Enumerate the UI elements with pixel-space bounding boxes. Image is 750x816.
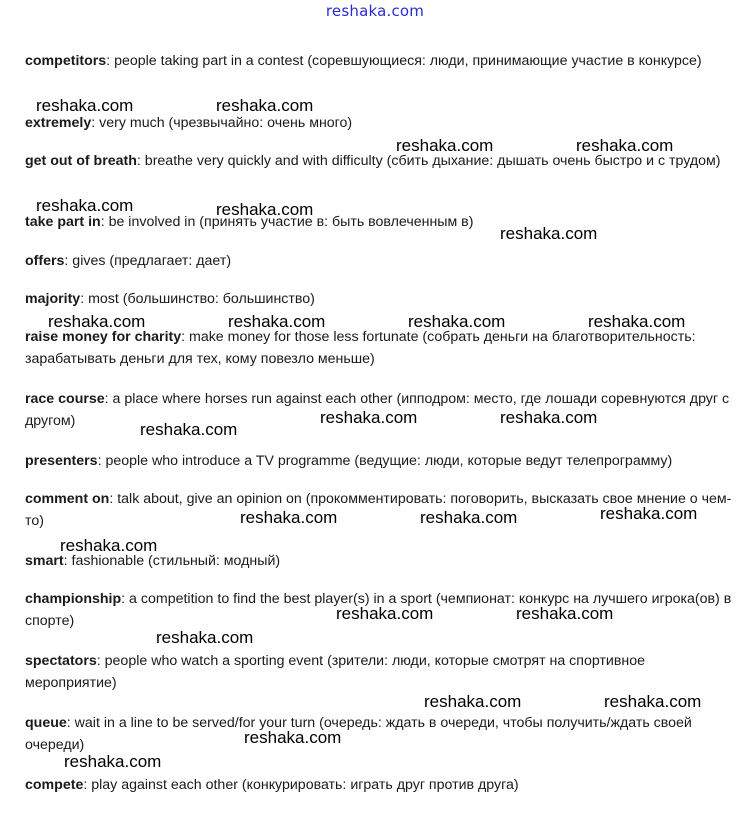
watermark-text: reshaka.com [604, 692, 702, 711]
entry-definition: : most (большинство: большинство) [80, 291, 315, 307]
entry-term: competitors [25, 53, 107, 69]
entry-definition: : gives (предлагает: дает) [64, 253, 232, 269]
entry-definition: : fashionable (стильный: модный) [63, 553, 281, 569]
watermark-text: reshaka.com [216, 96, 314, 115]
entry-definition: : be involved in (принять участие в: быть вовлеченным в) [100, 214, 474, 230]
entry-term: take part in [25, 214, 101, 230]
entry-definition: : play against each other (конкурировать: играть друг против друга) [83, 777, 519, 793]
watermark-text: reshaka.com [320, 408, 418, 427]
entry-term: get out of breath [25, 153, 137, 169]
watermark-text: reshaka.com [600, 504, 698, 523]
watermark-text: reshaka.com [216, 200, 314, 219]
entry-term: spectators [25, 653, 97, 669]
watermark-text: reshaka.com [140, 420, 238, 439]
entry-term: majority [25, 291, 81, 307]
entry-term: raise money for charity [25, 329, 182, 345]
glossary-entry [25, 288, 735, 310]
watermark-text: reshaka.com [576, 136, 674, 155]
glossary-entry [25, 774, 735, 796]
entry-term: smart [25, 553, 64, 569]
entry-definition: : people who introduce a TV programme (ведущие: люди, которые ведут телепрограмму) [97, 453, 673, 469]
entry-definition: : people taking part in a contest (соревшующиеся: люди, принимающие участие в конкурсе) [106, 53, 702, 69]
entry-term: presenters [25, 453, 98, 469]
glossary-entry [25, 50, 735, 72]
entry-definition: : breathe very quickly and with difficulty (сбить дыхание: дышать очень быстро и с трудом) [136, 153, 721, 169]
watermark-text: reshaka.com [64, 752, 162, 771]
entry-definition: : very much (чрезвычайно: очень много) [91, 115, 353, 131]
entry-term: extremely [25, 115, 92, 131]
entry-definition: : talk about, give an opinion on (прокомментировать: поговорить, высказать свое мнение о чем-то) [25, 491, 732, 529]
watermark-text: reshaka.com [36, 196, 134, 215]
watermark-text: reshaka.com [588, 312, 686, 331]
glossary-entry [25, 650, 735, 694]
watermark-text: reshaka.com [500, 408, 598, 427]
entry-definition: : make money for those less fortunate (собрать деньги на благотворительность: зарабатывать деньги для тех, кому повезло меньше) [25, 329, 696, 367]
watermark-text: reshaka.com [244, 728, 342, 747]
watermark-text: reshaka.com [420, 508, 518, 527]
glossary-entry [25, 450, 735, 472]
watermark-text: reshaka.com [36, 96, 134, 115]
watermark-text: reshaka.com [396, 136, 494, 155]
glossary-entry [25, 712, 735, 756]
entry-definition: : a competition to find the best player(s) in a sport (чемпионат: конкурс на лучшего игрока(ов) в спорте) [25, 591, 732, 629]
site-header[interactable]: reshaka.com [325, 2, 425, 20]
watermark-text: reshaka.com [516, 604, 614, 623]
entry-term: championship [25, 591, 122, 607]
watermark-text: reshaka.com [60, 536, 158, 555]
watermark-text: reshaka.com [500, 224, 598, 243]
watermark-text: reshaka.com [156, 628, 254, 647]
entry-definition: : a place where horses run against each other (ипподром: место, где лошади соревнуются друг с другом) [25, 391, 730, 429]
watermark-text: reshaka.com [424, 692, 522, 711]
entry-term: race course [25, 391, 105, 407]
entry-term: offers [25, 253, 65, 269]
entry-definition: : wait in a line to be served/for your turn (очередь: ждать в очереди, чтобы получить/ждать своей очереди) [25, 715, 692, 753]
watermark-text: reshaka.com [240, 508, 338, 527]
entry-term: queue [25, 715, 67, 731]
watermark-text: reshaka.com [336, 604, 434, 623]
watermark-text: reshaka.com [408, 312, 506, 331]
entry-term: comment on [25, 491, 110, 507]
watermark-text: reshaka.com [48, 312, 146, 331]
entry-term: compete [25, 777, 84, 793]
glossary-entry [25, 326, 735, 370]
watermark-text: reshaka.com [228, 312, 326, 331]
entry-definition: : people who watch a sporting event (зрители: люди, которые смотрят на спортивное мероприятие) [25, 653, 646, 691]
glossary-entry [25, 250, 735, 272]
